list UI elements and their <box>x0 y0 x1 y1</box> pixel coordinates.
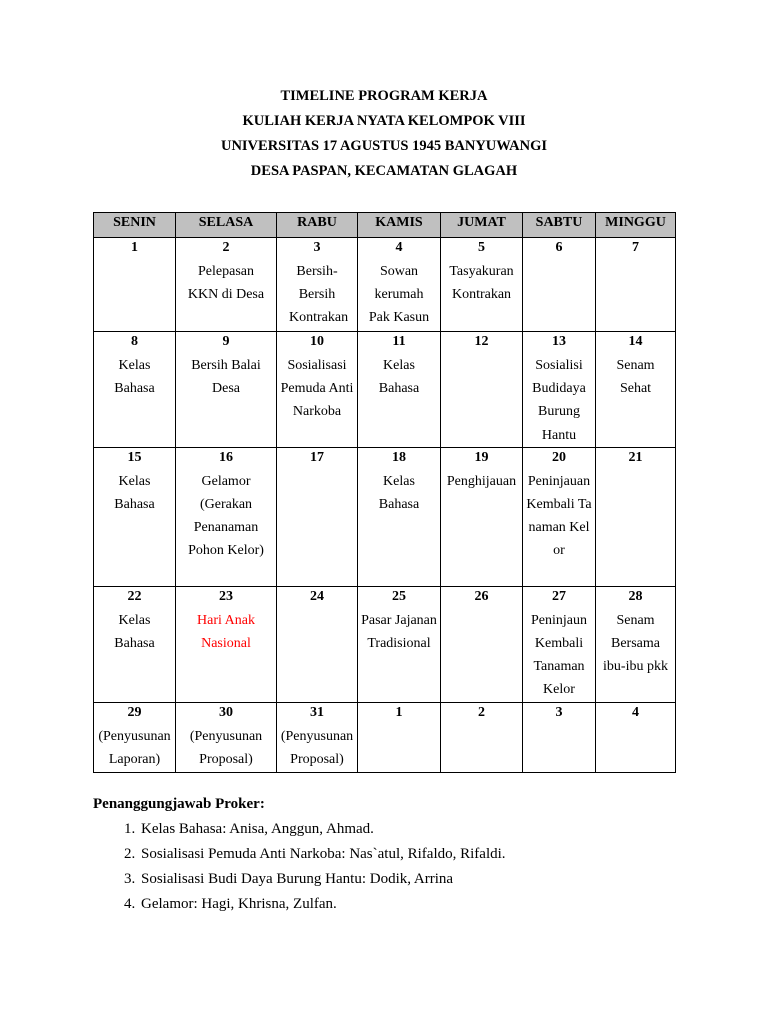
document-header <box>0 84 768 184</box>
day-number: 4 <box>395 240 403 255</box>
calendar-cell <box>176 238 277 332</box>
calendar-cell <box>441 238 523 332</box>
day-number: 13 <box>552 334 566 349</box>
day-number: 20 <box>552 449 566 465</box>
day-number: 21 <box>628 449 643 465</box>
day-number: 1 <box>131 240 138 255</box>
day-number: 25 <box>392 588 406 604</box>
calendar-cell <box>358 332 441 448</box>
calendar-cell <box>277 332 358 448</box>
calendar-cell <box>358 586 441 702</box>
day-number: 14 <box>628 334 643 349</box>
calendar-cell <box>277 238 358 332</box>
day-number: 6 <box>555 240 563 255</box>
day-number: 19 <box>474 449 489 465</box>
calendar-cell <box>523 586 596 702</box>
calendar-cell <box>94 447 176 586</box>
column-header-kamis: KAMIS <box>358 213 441 238</box>
event-label: (Penyusunan Laporan) <box>98 728 171 767</box>
day-number: 11 <box>392 334 406 349</box>
calendar-cell <box>176 586 277 702</box>
day-number: 31 <box>310 704 324 720</box>
calendar-cell <box>523 332 596 448</box>
event-label: Pasar Jajanan Tradisional <box>361 612 437 652</box>
list-item: 3. Sosialisasi Budi Daya Burung Hantu: Dodik, Arrina <box>139 867 713 892</box>
column-header-minggu: MINGGU <box>596 213 676 238</box>
day-number: 9 <box>222 334 230 349</box>
list-item: 1. Kelas Bahasa: Anisa, Anggun, Ahmad. <box>139 817 713 842</box>
day-number: 18 <box>392 449 406 465</box>
event-label: (Penyusunan Proposal) <box>280 728 354 767</box>
calendar-week-row <box>94 238 676 332</box>
calendar-week-row <box>94 586 676 702</box>
header-program: KULIAH KERJA NYATA KELOMPOK VIII <box>242 113 526 129</box>
day-number: 24 <box>310 588 324 604</box>
calendar-header-row <box>94 213 676 238</box>
day-number: 1 <box>395 704 403 720</box>
calendar-cell <box>596 238 676 332</box>
timeline-calendar-table <box>93 212 676 773</box>
responsibility-list <box>93 817 713 917</box>
calendar-cell <box>94 332 176 448</box>
calendar-week-row <box>94 447 676 586</box>
event-label: Bersih Balai Desa <box>191 358 261 397</box>
event-label: Penghijauan <box>446 473 517 489</box>
day-number: 2 <box>222 240 230 255</box>
event-label: Peninjauan Kembali Tanaman Kelor <box>526 473 592 559</box>
calendar-cell <box>94 586 176 702</box>
day-number: 30 <box>219 704 233 720</box>
day-number: 4 <box>632 704 639 720</box>
list-item: 4. Gelamor: Hagi, Khrisna, Zulfan. <box>139 892 713 917</box>
day-number: 15 <box>127 449 142 465</box>
calendar-week-row <box>94 332 676 448</box>
day-number: 3 <box>313 240 321 255</box>
day-number: 8 <box>131 334 138 349</box>
column-header-senin: SENIN <box>94 213 176 238</box>
responsibility-title: Penanggungjawab Proker: <box>93 796 265 812</box>
day-number: 22 <box>127 588 142 604</box>
header-university: UNIVERSITAS 17 AGUSTUS 1945 BANYUWANGI <box>220 138 548 154</box>
event-label: Kelas Bahasa <box>114 358 155 397</box>
day-number: 27 <box>552 588 566 604</box>
calendar-cell <box>596 447 676 586</box>
calendar-week-row <box>94 702 676 772</box>
day-number: 29 <box>127 704 142 720</box>
day-number: 23 <box>219 588 233 604</box>
day-number: 28 <box>628 588 643 604</box>
calendar-cell <box>277 447 358 586</box>
event-label-highlighted: Hari Anak Nasional <box>197 612 255 652</box>
header-title: TIMELINE PROGRAM KERJA <box>280 88 488 104</box>
calendar-cell <box>277 586 358 702</box>
column-header-jumat: JUMAT <box>441 213 523 238</box>
calendar-cell <box>523 702 596 772</box>
event-label: Kelas Bahasa <box>378 358 420 397</box>
calendar-cell <box>596 332 676 448</box>
event-label: Senam Sehat <box>616 358 655 397</box>
calendar-cell <box>358 447 441 586</box>
calendar-cell <box>358 238 441 332</box>
event-label: Pelepasan KKN di Desa <box>187 264 265 303</box>
calendar-cell <box>176 702 277 772</box>
day-number: 3 <box>555 704 563 720</box>
day-number: 7 <box>632 240 639 255</box>
event-label: Gelamor (Gerakan Penanaman Pohon Kelor) <box>188 473 264 559</box>
calendar-cell <box>523 447 596 586</box>
event-label: Kelas Bahasa <box>114 473 155 513</box>
calendar-cell <box>176 447 277 586</box>
event-label: Peninjaun Kembali Tanaman Kelor <box>531 612 587 698</box>
column-header-rabu: RABU <box>277 213 358 238</box>
calendar-cell <box>277 702 358 772</box>
event-label: Senam Bersama ibu-ibu pkk <box>603 612 668 675</box>
column-header-selasa: SELASA <box>176 213 277 238</box>
calendar-cell <box>596 702 676 772</box>
event-label: Kelas Bahasa <box>378 473 420 513</box>
calendar-cell <box>94 702 176 772</box>
header-location: DESA PASPAN, KECAMATAN GLAGAH <box>250 163 518 179</box>
calendar-cell <box>523 238 596 332</box>
calendar-cell <box>596 586 676 702</box>
event-label: Sosialisi Budidaya Burung Hantu <box>532 358 586 443</box>
responsibility-section <box>93 792 713 917</box>
event-label: Sowan kerumah Pak Kasun <box>368 264 430 326</box>
calendar-cell <box>441 332 523 448</box>
event-label: Kelas Bahasa <box>114 612 155 652</box>
list-item: 2. Sosialisasi Pemuda Anti Narkoba: Nas`atul, Rifaldo, Rifaldi. <box>139 842 713 867</box>
day-number: 2 <box>478 704 485 720</box>
day-number: 10 <box>310 334 324 349</box>
day-number: 5 <box>478 240 485 255</box>
calendar-cell <box>441 447 523 586</box>
day-number: 16 <box>219 449 233 465</box>
event-label: Sosialisasi Pemuda Anti Narkoba <box>280 358 354 420</box>
day-number: 12 <box>474 334 489 349</box>
calendar-cell <box>441 586 523 702</box>
day-number: 26 <box>474 588 489 604</box>
column-header-sabtu: SABTU <box>523 213 596 238</box>
event-label: (Penyusunan Proposal) <box>189 728 263 767</box>
day-number: 17 <box>310 449 324 465</box>
event-label: Tasyakuran Kontrakan <box>449 264 514 303</box>
calendar-cell <box>94 238 176 332</box>
calendar-cell <box>358 702 441 772</box>
calendar-cell <box>176 332 277 448</box>
calendar-cell <box>441 702 523 772</box>
event-label: Bersih-Bersih Kontrakan <box>289 264 349 326</box>
